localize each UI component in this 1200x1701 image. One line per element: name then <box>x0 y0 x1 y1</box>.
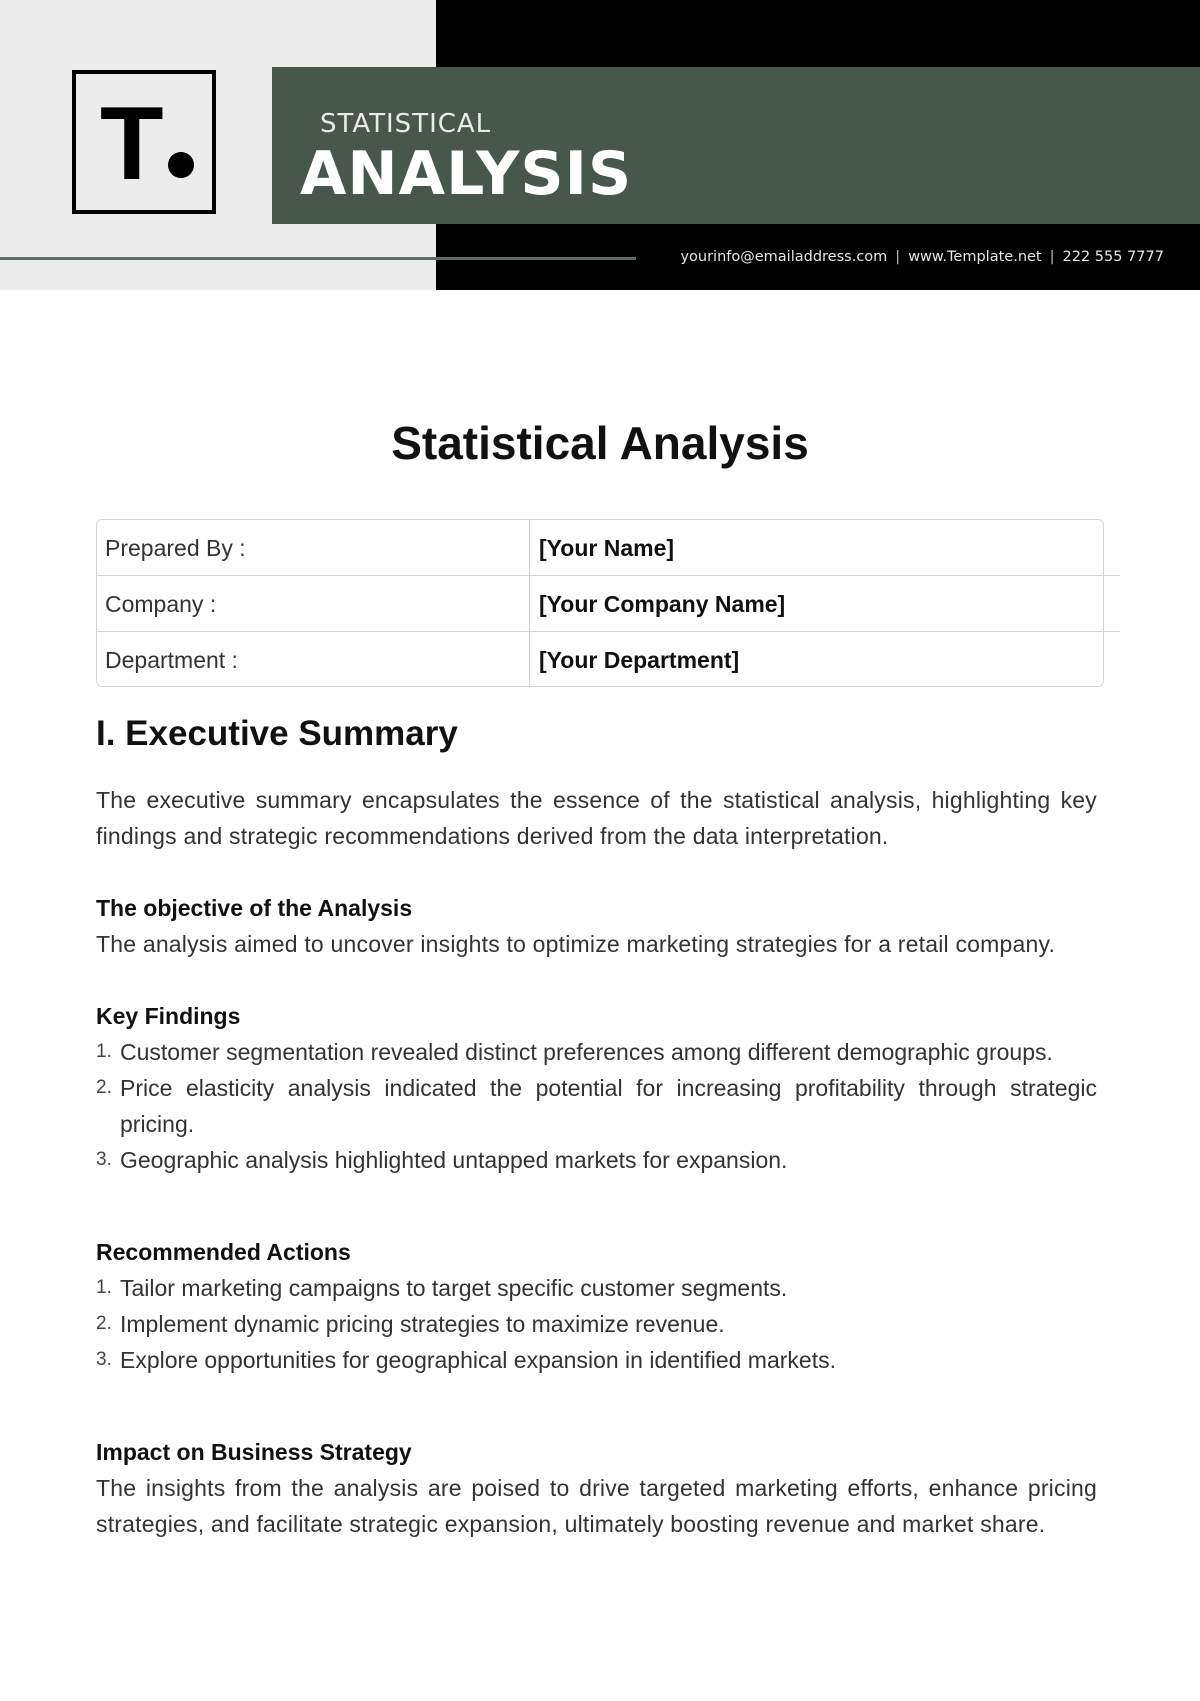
list-number: 2. <box>96 1313 112 1334</box>
page-header <box>0 0 1200 290</box>
table-row-divider <box>97 631 529 632</box>
band-subtitle: STATISTICAL <box>320 109 492 139</box>
list-item <box>96 1342 1097 1378</box>
logo <box>72 70 216 214</box>
table-row-divider <box>530 575 1120 576</box>
recommended-actions-heading: Recommended Actions <box>96 1239 351 1265</box>
contact-info <box>680 249 1164 265</box>
table-column-divider <box>529 520 530 686</box>
contact-email: yourinfo@emailaddress.com <box>680 249 888 265</box>
list-item <box>96 1306 1097 1342</box>
list-item-text: Price elasticity analysis indicated the potential for increasing profitability through strategic pricing. <box>120 1075 1097 1137</box>
info-row-department <box>97 632 1103 688</box>
key-findings-heading: Key Findings <box>96 1003 241 1029</box>
list-item-text: Geographic analysis highlighted untapped markets for expansion. <box>120 1147 788 1173</box>
contact-separator: | <box>1049 249 1055 265</box>
key-findings-list <box>96 1034 1097 1178</box>
header-divider-line <box>0 257 636 260</box>
contact-separator: | <box>895 249 901 265</box>
list-item-text: Explore opportunities for geographical expansion in identified markets. <box>120 1347 836 1373</box>
executive-summary-section <box>96 710 1097 1542</box>
page-title: Statistical Analysis <box>391 417 809 469</box>
info-row-prepared-by <box>97 520 1103 576</box>
list-item-text: Tailor marketing campaigns to target specific customer segments. <box>120 1275 788 1301</box>
summary-intro: The executive summary encapsulates the essence of the statistical analysis, highlighting key findings and strategic recommendations derived from the data interpretation. <box>96 787 1097 849</box>
list-item <box>96 1270 1097 1306</box>
list-item <box>96 1070 1097 1142</box>
list-number: 3. <box>96 1149 112 1170</box>
list-number: 3. <box>96 1349 112 1370</box>
info-value: [Your Name] <box>539 535 675 561</box>
recommended-actions-list <box>96 1270 1097 1378</box>
info-table <box>96 519 1104 687</box>
list-number: 1. <box>96 1277 112 1298</box>
info-row-company <box>97 576 1103 632</box>
info-value: [Your Department] <box>539 647 740 673</box>
list-item <box>96 1034 1097 1070</box>
list-item <box>96 1142 1097 1178</box>
list-item-text: Implement dynamic pricing strategies to maximize revenue. <box>120 1311 725 1337</box>
info-label: Department : <box>105 647 238 673</box>
impact-heading: Impact on Business Strategy <box>96 1439 412 1465</box>
table-row-divider <box>97 575 529 576</box>
contact-phone: 222 555 7777 <box>1062 249 1164 265</box>
info-label: Prepared By : <box>105 535 246 561</box>
table-row-divider <box>530 631 1120 632</box>
objective-heading: The objective of the Analysis <box>96 895 413 921</box>
header-title-band <box>272 67 1200 224</box>
band-title: ANALYSIS <box>300 139 633 209</box>
list-item-text: Customer segmentation revealed distinct preferences among different demographic groups. <box>120 1039 1053 1065</box>
section-heading: I. Executive Summary <box>96 714 458 753</box>
info-value: [Your Company Name] <box>539 591 786 617</box>
objective-text: The analysis aimed to uncover insights to optimize marketing strategies for a retail company. <box>96 931 1056 957</box>
contact-website: www.Template.net <box>908 249 1042 265</box>
list-number: 2. <box>96 1077 112 1098</box>
list-number: 1. <box>96 1041 112 1062</box>
logo-dot-icon <box>168 152 194 178</box>
impact-text: The insights from the analysis are poised to drive targeted marketing efforts, enhance pricing strategies, and facilitate strategic expansion, ultimately boosting revenue and market share. <box>96 1475 1097 1537</box>
info-label: Company : <box>105 591 217 617</box>
logo-letter: T <box>100 86 164 202</box>
